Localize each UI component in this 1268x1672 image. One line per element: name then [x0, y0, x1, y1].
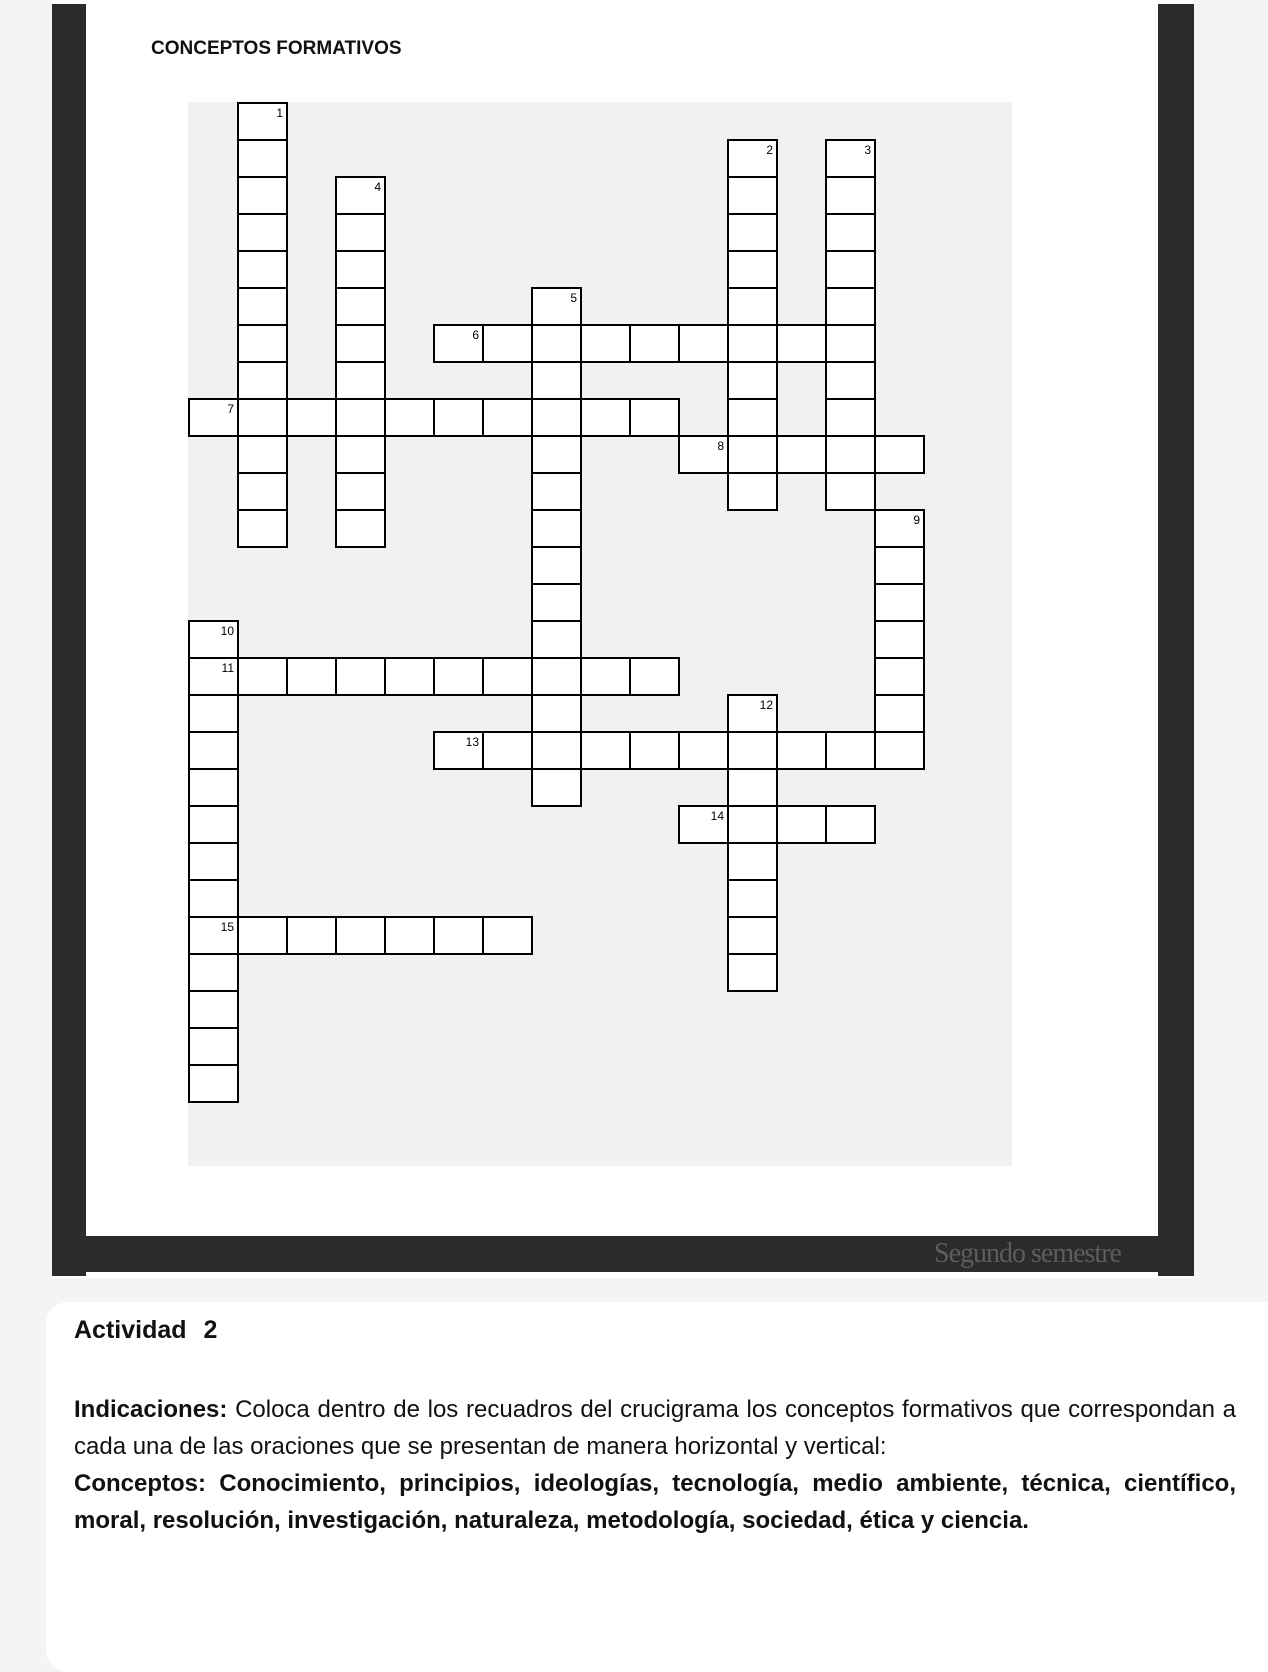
crossword-cell[interactable] [433, 398, 484, 437]
crossword-cell[interactable] [825, 435, 876, 474]
crossword-cell[interactable] [580, 324, 631, 363]
crossword-cell[interactable] [188, 805, 239, 844]
concepts-list: Conocimiento, principios, ideologías, tecnología, medio ambiente, técnica, científico, moral, resolución, investigación, naturaleza, metodología, sociedad, ética y ciencia. [74, 1470, 1236, 1534]
crossword-cell[interactable] [188, 953, 239, 992]
crossword-cell[interactable] [727, 176, 778, 215]
crossword-cell[interactable] [482, 731, 533, 770]
crossword-cell[interactable] [188, 1027, 239, 1066]
crossword-cell[interactable] [629, 398, 680, 437]
footer-label: Segundo semestre [934, 1238, 1121, 1269]
crossword-cell[interactable] [874, 546, 925, 585]
crossword-cell[interactable] [825, 324, 876, 363]
crossword-cell[interactable] [874, 509, 925, 548]
crossword-cell[interactable] [531, 287, 582, 326]
crossword-cell[interactable] [825, 805, 876, 844]
crossword-cell[interactable] [433, 731, 484, 770]
crossword-cell[interactable] [433, 324, 484, 363]
crossword-cell[interactable] [727, 879, 778, 918]
crossword-cell[interactable] [531, 546, 582, 585]
crossword-cell[interactable] [727, 842, 778, 881]
crossword-cell[interactable] [482, 657, 533, 696]
crossword-cell[interactable] [335, 435, 386, 474]
left-border [52, 4, 86, 1276]
right-border [1158, 4, 1194, 1276]
crossword-cell[interactable] [727, 805, 778, 844]
crossword-cell[interactable] [237, 287, 288, 326]
clue-number: 2 [766, 143, 773, 157]
crossword-cell[interactable] [874, 583, 925, 622]
crossword-cell[interactable] [727, 324, 778, 363]
crossword-cell[interactable] [531, 472, 582, 511]
crossword-cell[interactable] [335, 361, 386, 400]
crossword-cell[interactable] [237, 139, 288, 178]
clue-number: 13 [465, 735, 479, 749]
crossword-cell[interactable] [825, 472, 876, 511]
crossword-cell[interactable] [825, 213, 876, 252]
clue-number: 4 [374, 180, 381, 194]
crossword-cell[interactable] [188, 694, 239, 733]
clue-number: 9 [913, 513, 920, 527]
crossword-cell[interactable] [335, 657, 386, 696]
crossword-cell[interactable] [188, 842, 239, 881]
crossword-cell[interactable] [825, 176, 876, 215]
clue-number: 14 [710, 809, 724, 823]
crossword-cell[interactable] [531, 361, 582, 400]
crossword-cell[interactable] [678, 435, 729, 474]
crossword-cell[interactable] [531, 620, 582, 659]
crossword-cell[interactable] [531, 324, 582, 363]
clue-number: 6 [472, 328, 479, 342]
instructions-label: Indicaciones: [74, 1396, 228, 1423]
crossword-grid [188, 102, 1012, 1166]
crossword-cell[interactable] [286, 657, 337, 696]
crossword-cell[interactable] [678, 731, 729, 770]
crossword-cell[interactable] [286, 398, 337, 437]
clue-number: 8 [717, 439, 724, 453]
crossword-cell[interactable] [727, 250, 778, 289]
crossword-cell[interactable] [678, 324, 729, 363]
crossword-cell[interactable] [531, 398, 582, 437]
crossword-cell[interactable] [237, 657, 288, 696]
crossword-cell[interactable] [335, 509, 386, 548]
crossword-cell[interactable] [335, 324, 386, 363]
crossword-cell[interactable] [874, 731, 925, 770]
crossword-cell[interactable] [629, 731, 680, 770]
crossword-cell[interactable] [335, 176, 386, 215]
clue-number: 7 [227, 402, 234, 416]
crossword-cell[interactable] [188, 398, 239, 437]
crossword-cell[interactable] [776, 324, 827, 363]
crossword-cell[interactable] [825, 731, 876, 770]
crossword-cell[interactable] [237, 509, 288, 548]
crossword-cell[interactable] [237, 102, 288, 141]
crossword-cell[interactable] [874, 694, 925, 733]
crossword-cell[interactable] [727, 398, 778, 437]
crossword-cell[interactable] [825, 398, 876, 437]
crossword-cell[interactable] [776, 435, 827, 474]
crossword-cell[interactable] [776, 805, 827, 844]
crossword-cell[interactable] [629, 324, 680, 363]
crossword-cell[interactable] [384, 398, 435, 437]
crossword-cell[interactable] [727, 139, 778, 178]
crossword-cell[interactable] [727, 361, 778, 400]
crossword-cell[interactable] [335, 213, 386, 252]
crossword-cell[interactable] [237, 435, 288, 474]
crossword-cell[interactable] [188, 916, 239, 955]
clue-number: 12 [759, 698, 773, 712]
crossword-cell[interactable] [531, 435, 582, 474]
crossword-cell[interactable] [335, 250, 386, 289]
clue-number: 1 [276, 106, 283, 120]
crossword-cell[interactable] [678, 805, 729, 844]
crossword-cell[interactable] [335, 287, 386, 326]
crossword-cell[interactable] [237, 916, 288, 955]
crossword-cell[interactable] [384, 657, 435, 696]
crossword-cell[interactable] [776, 731, 827, 770]
instructions-paragraph [74, 1391, 1236, 1539]
crossword-cell[interactable] [335, 472, 386, 511]
crossword-cell[interactable] [188, 657, 239, 696]
crossword-cell[interactable] [482, 916, 533, 955]
crossword-cell[interactable] [237, 398, 288, 437]
clue-number: 10 [220, 624, 234, 638]
crossword-cell[interactable] [188, 768, 239, 807]
clue-number: 11 [221, 661, 234, 675]
crossword-cell[interactable] [433, 657, 484, 696]
crossword-cell[interactable] [727, 287, 778, 326]
crossword-cell[interactable] [237, 176, 288, 215]
crossword-cell[interactable] [188, 1064, 239, 1103]
crossword-cell[interactable] [188, 731, 239, 770]
crossword-cell[interactable] [727, 435, 778, 474]
crossword-cell[interactable] [580, 731, 631, 770]
crossword-cell[interactable] [188, 620, 239, 659]
crossword-cell[interactable] [286, 916, 337, 955]
crossword-cell[interactable] [580, 398, 631, 437]
crossword-cell[interactable] [727, 731, 778, 770]
crossword-cell[interactable] [188, 990, 239, 1029]
crossword-cell[interactable] [335, 916, 386, 955]
activity-title: Actividad 2 [74, 1316, 218, 1344]
clue-number: 15 [220, 920, 234, 934]
crossword-cell[interactable] [874, 435, 925, 474]
crossword-cell[interactable] [531, 694, 582, 733]
crossword-cell[interactable] [727, 768, 778, 807]
clue-number: 3 [864, 143, 871, 157]
crossword-cell[interactable] [629, 657, 680, 696]
crossword-cell[interactable] [531, 583, 582, 622]
crossword-cell[interactable] [580, 657, 631, 696]
crossword-cell[interactable] [727, 472, 778, 511]
crossword-cell[interactable] [531, 731, 582, 770]
crossword-cell[interactable] [237, 250, 288, 289]
crossword-cell[interactable] [727, 953, 778, 992]
crossword-cell[interactable] [825, 361, 876, 400]
page-title: CONCEPTOS FORMATIVOS [151, 38, 402, 59]
crossword-cell[interactable] [482, 398, 533, 437]
crossword-cell[interactable] [874, 657, 925, 696]
crossword-cell[interactable] [727, 916, 778, 955]
crossword-cell[interactable] [335, 398, 386, 437]
crossword-cell[interactable] [727, 694, 778, 733]
instructions-text: Coloca dentro de los recuadros del crucigrama los conceptos formativos que correspondan a cada una de las oraciones que se presentan de manera horizontal y vertical: [74, 1396, 1236, 1460]
crossword-cell[interactable] [727, 213, 778, 252]
crossword-cell[interactable] [237, 361, 288, 400]
crossword-cell[interactable] [531, 509, 582, 548]
crossword-cell[interactable] [433, 916, 484, 955]
clue-number: 5 [570, 291, 577, 305]
crossword-cell[interactable] [531, 768, 582, 807]
crossword-cell[interactable] [825, 287, 876, 326]
crossword-cell[interactable] [237, 213, 288, 252]
crossword-cell[interactable] [825, 139, 876, 178]
crossword-cell[interactable] [874, 620, 925, 659]
concepts-label: Conceptos: [74, 1470, 206, 1497]
crossword-cell[interactable] [825, 250, 876, 289]
crossword-cell[interactable] [237, 324, 288, 363]
crossword-cell[interactable] [237, 472, 288, 511]
crossword-cell[interactable] [482, 324, 533, 363]
crossword-cell[interactable] [384, 916, 435, 955]
crossword-cell[interactable] [531, 657, 582, 696]
crossword-cell[interactable] [188, 879, 239, 918]
